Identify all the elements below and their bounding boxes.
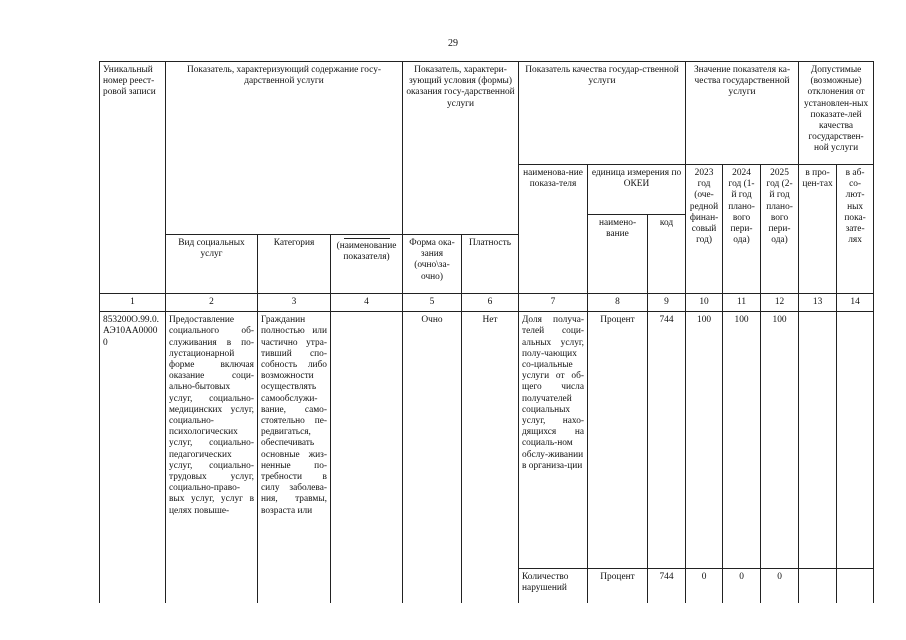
column-number: 13 (799, 294, 837, 312)
header-in-percent: в про-цен-тах (799, 165, 837, 294)
unit-code-cell: 744 (648, 569, 686, 604)
value-2025-cell: 0 (761, 569, 799, 604)
value-2025-cell: 100 (761, 312, 799, 569)
unit-name-cell: Процент (588, 569, 648, 604)
column-number: 14 (837, 294, 874, 312)
header-service-form: Форма ока-зания (очно\за-очно) (403, 235, 462, 294)
deviation-percent-cell (799, 312, 837, 569)
header-registry-number: Уникальный номер реест-ровой записи (100, 62, 166, 294)
header-indicator-name: наименова-ние показа-теля (519, 165, 588, 294)
page-number: 29 (448, 38, 458, 49)
table-row (100, 312, 874, 569)
column-number: 10 (686, 294, 723, 312)
header-conditions-indicator: Показатель, характери-зующий условия (формы) оказания госу-дарственной услуги (403, 62, 519, 235)
indicator-placeholder-cell (331, 312, 403, 604)
value-2024-cell: 100 (723, 312, 761, 569)
header-content-indicator: Показатель, характеризующий содержание госу-дарственной услуги (166, 62, 403, 235)
header-service-type: Вид социальных услуг (166, 235, 258, 294)
header-unit-code: код (648, 214, 686, 293)
column-number: 7 (519, 294, 588, 312)
header-row-1 (100, 62, 874, 165)
header-allowed-deviation: Допустимые (возможные) отклонения от установлен-ных показате-лей качества государствен-ной услуги (799, 62, 874, 165)
value-2023-cell: 100 (686, 312, 723, 569)
header-indicator-placeholder: (наименование показателя) (331, 235, 403, 294)
column-number: 5 (403, 294, 462, 312)
deviation-percent-cell (799, 569, 837, 604)
header-category: Категория (258, 235, 331, 294)
header-year-2024: 2024 год (1-й год плано-вого пери-ода) (723, 165, 761, 294)
service-type-cell: Предоставление социального об-служивания в по-лустационарной форме включая оказание соци-ально-бытовых услуг, социально-медицинских услуг, социально-психологических услуг, социально-педагогических услуг, социально-трудовых услуг, социально-право-вых услуг, услуг в целях повыше- (166, 312, 258, 604)
column-number: 6 (462, 294, 519, 312)
header-year-2025: 2025 год (2-й год плано-вого пери-ода) (761, 165, 799, 294)
column-number: 9 (648, 294, 686, 312)
column-number: 11 (723, 294, 761, 312)
indicator-name-cell: Доля получа-телей соци-альных услуг, полу-чающих со-циальные услуги от об-щего числа получателей социальных услуг, нахо-дящихся на социаль-ном обслу-живании в организа-ции (519, 312, 588, 569)
column-number: 4 (331, 294, 403, 312)
state-service-quality-table (99, 61, 874, 603)
registry-number-cell: 853200О.99.0.АЭ10АА00000 (100, 312, 166, 604)
deviation-absolute-cell (837, 569, 874, 604)
category-cell: Гражданин полностью или частично утра-тивший спо-собность либо возможности осуществлять самообслужи-вание, само-стоятельно пе-редвигаться, обеспечивать основные жиз-ненные по-требности в силу заболева-ния, травмы, возраста или (258, 312, 331, 604)
column-number: 2 (166, 294, 258, 312)
header-okei-unit: единица измерения по ОКЕИ (588, 165, 686, 215)
column-number: 1 (100, 294, 166, 312)
column-numbers-row (100, 294, 874, 312)
payment-cell: Нет (462, 312, 519, 604)
blank-underline (344, 238, 390, 239)
unit-name-cell: Процент (588, 312, 648, 569)
header-in-absolute: в аб-со-лют-ных пока-зате-лях (837, 165, 874, 294)
indicator-name-cell: Количество нарушений (519, 569, 588, 604)
service-form-cell: Очно (403, 312, 462, 604)
unit-code-cell: 744 (648, 312, 686, 569)
header-quality-value: Значение показателя ка-чества государственной услуги (686, 62, 799, 165)
header-payment: Платность (462, 235, 519, 294)
header-quality-indicator: Показатель качества государ-ственной услуги (519, 62, 686, 165)
value-2023-cell: 0 (686, 569, 723, 604)
deviation-absolute-cell (837, 312, 874, 569)
value-2024-cell: 0 (723, 569, 761, 604)
header-year-2023: 2023 год (оче-редной финан-совый год) (686, 165, 723, 294)
column-number: 12 (761, 294, 799, 312)
header-unit-name: наимено-вание (588, 214, 648, 293)
column-number: 8 (588, 294, 648, 312)
column-number: 3 (258, 294, 331, 312)
